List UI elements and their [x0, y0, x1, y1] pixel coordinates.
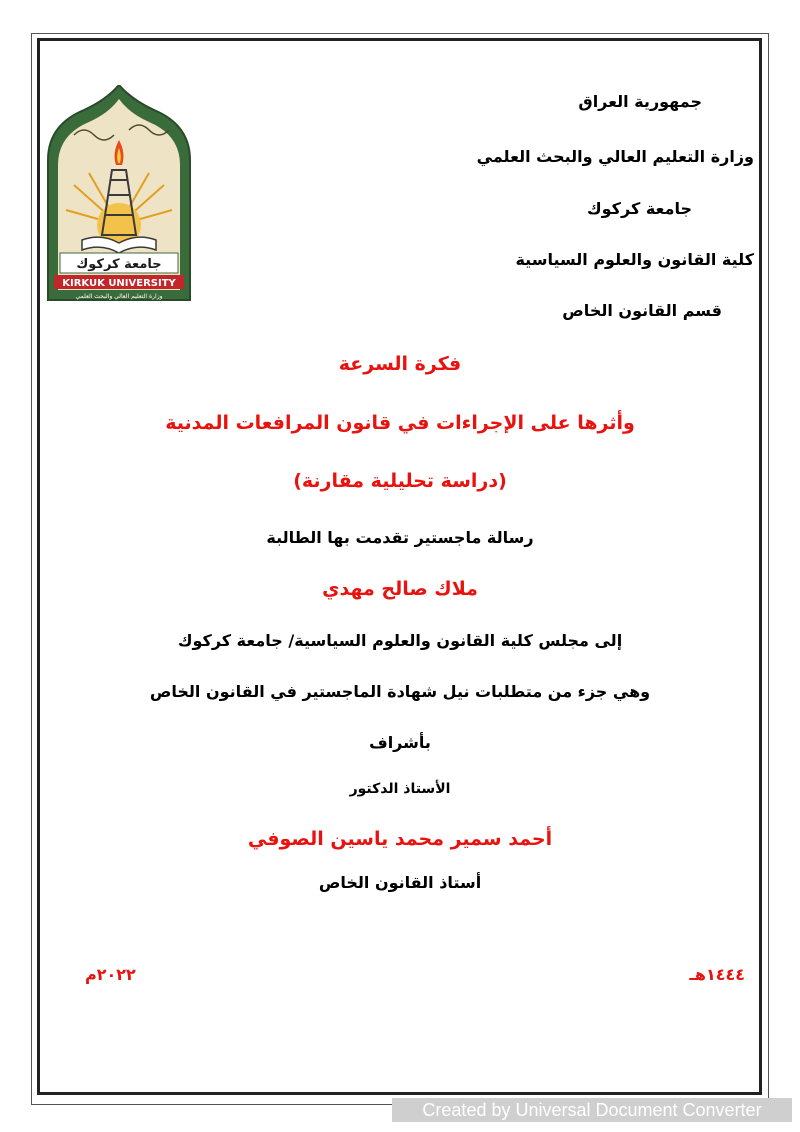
professor-title: الأستاذ الدكتور	[349, 781, 451, 797]
thesis-title-line2: وأثرها على الإجراءات في قانون المرافعات المدنية	[165, 412, 635, 434]
council-text: إلى مجلس كلية القانون والعلوم السياسية/ جامعة كركوك	[177, 631, 623, 650]
supervisor-role: أستاذ القانون الخاص	[318, 873, 482, 892]
supervision-label: بأشراف	[369, 733, 431, 752]
logo-ministry-text: وزارة التعليم العالي والبحث العلمي	[75, 293, 163, 300]
requirement-text: وهي جزء من متطلبات نيل شهادة الماجستير في القانون الخاص	[149, 682, 651, 701]
header-university: جامعة كركوك	[586, 199, 692, 218]
thesis-title-line3: (دراسة تحليلية مقارنة)	[293, 470, 507, 492]
logo-arabic-name: جامعة كركوك	[76, 257, 162, 272]
gregorian-date: ٢٠٢٢م	[85, 965, 136, 984]
header-ministry: وزارة التعليم العالي والبحث العلمي	[476, 147, 754, 166]
hijri-date: ١٤٤٤هـ	[689, 965, 745, 984]
header-department: قسم القانون الخاص	[562, 301, 722, 320]
thesis-title-line1: فكرة السرعة	[338, 353, 462, 375]
header-republic: جمهورية العراق	[578, 92, 702, 111]
header-college: كلية القانون والعلوم السياسية	[515, 250, 754, 269]
submitted-by-text: رسالة ماجستير تقدمت بها الطالبة	[266, 528, 534, 547]
student-name: ملاك صالح مهدي	[322, 578, 478, 600]
logo-english-name: KIRKUK UNIVERSITY	[62, 278, 176, 289]
kirkuk-university-logo	[44, 85, 194, 305]
supervisor-name: أحمد سمير محمد ياسين الصوفي	[247, 828, 553, 850]
converter-watermark: Created by Universal Document Converter	[392, 1098, 792, 1122]
